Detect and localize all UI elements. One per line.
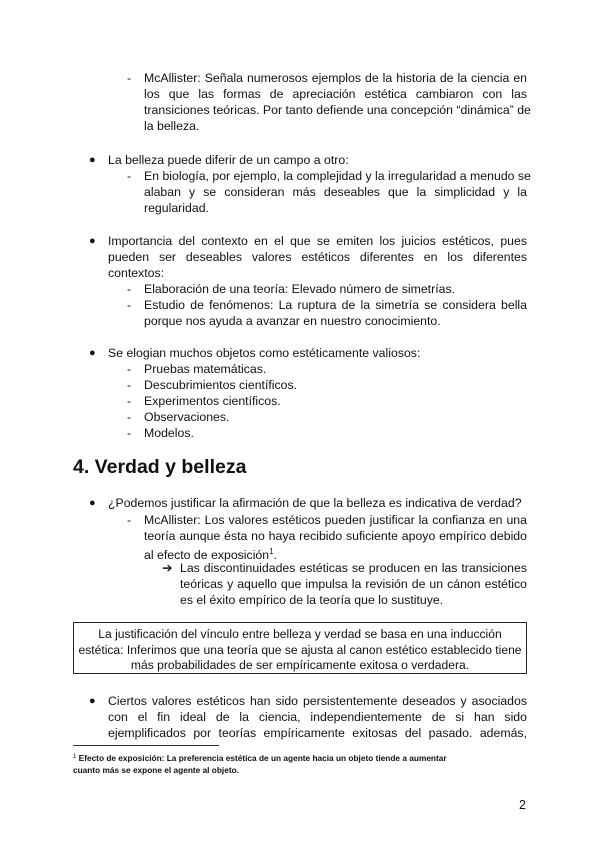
dash-marker: - [127,410,132,424]
text-line: transiciones teóricas. Por tanto defiende una concepción “dinámica” de [144,103,531,117]
text-line: estética: Inferimos que una teoría que se ajusta al canon estético establecido tiene [78,642,522,657]
text-segment: . [273,548,277,563]
section-heading: 4. Verdad y belleza [73,456,247,478]
text-line: teoría aunque ésta no haya recibido suficiente apoyo empírico debido [144,529,527,543]
bullet-marker: ● [89,695,96,707]
dash-marker: - [127,169,132,183]
text-line: La justificación del vínculo entre belleza y verdad se basa en una inducción [98,627,502,641]
text-line: más probabilidades de ser empíricamente exitosa o verdadera. [130,658,470,672]
footnote-text: La preferencia estética de un agente hacia un objeto tiende a aumentar [166,753,447,763]
text-line: Importancia del contexto en el que se emiten los juicios estéticos, pues [108,234,527,248]
dash-marker: - [127,71,132,85]
mcallister-dynamic-paragraph [144,70,531,134]
text-line: es el éxito empírico de la teoría que lo sustituye. [180,593,444,607]
text-line: con el fin ideal de la ciencia, independientemente de si han sido [108,710,527,724]
list-item: Observaciones. [144,410,230,424]
objetos-bullet-text: Se elogian muchos objetos como estéticamente valiosos: [108,346,421,360]
footnote-divider [73,745,219,746]
footnote-ref: 1 [269,547,274,556]
text-line: Ciertos valores estéticos han sido persistentemente deseados y asociados [108,694,527,708]
bullet-marker: ● [89,235,96,247]
text-line: regularidad. [144,201,209,215]
dash-marker: - [127,394,132,408]
text-line: contextos: [108,266,165,280]
arrow-right-icon: ➔ [162,561,173,575]
footnote-line [73,751,543,764]
dash-marker: - [127,378,132,392]
text-line: teóricas y aquello que impulsa la revisión de un cánon estético [180,577,527,591]
bullet-marker: ● [89,497,96,509]
text-line: alaban y se consideran más deseables que la simplicidad y la [144,185,527,199]
page-number: 2 [519,798,526,812]
list-item: Experimentos científicos. [144,394,281,408]
text-line: McAllister: Señala numerosos ejemplos de la historia de la ciencia en [144,71,527,85]
text-line: los que las formas de apreciación estética cambiaron con las [144,87,527,101]
footnote-label: Efecto de exposición: [78,753,165,763]
footnote-marker: 1 [73,754,77,760]
contexto-paragraph [108,233,527,281]
dash-marker: - [127,426,132,440]
biologia-paragraph [144,168,531,216]
text-line: McAllister: Los valores estéticos pueden justificar la confianza en una [144,513,527,527]
dash-marker: - [127,282,132,296]
campo-bullet-text: La belleza puede diferir de un campo a otro: [108,153,349,167]
text-line: ejemplificados por teorías empíricamente exitosas del pasado. además, [108,726,527,740]
footnote [73,751,543,776]
text-line: Las discontinuidades estéticas se producen en las transiciones [180,561,527,575]
mcallister-exposure-paragraph [144,512,527,563]
list-item: Pruebas matemáticas. [144,362,267,376]
elaboracion-item: Elaboración de una teoría: Elevado número de simetrías. [144,282,456,296]
estudio-fenomenos-item [144,297,527,329]
bullet-marker: ● [89,154,96,166]
bullet-marker: ● [89,347,96,359]
text-line: Estudio de fenómenos: La ruptura de la simetría se considera bella [144,298,527,312]
list-item: Modelos. [144,426,194,440]
text-segment: al efecto de exposición [144,548,270,563]
dash-marker: - [127,362,132,376]
footnote-line: cuanto más se expone el agente al objeto. [73,765,239,775]
discontinuidades-paragraph [180,560,527,608]
list-item: Descubrimientos científicos. [144,378,298,392]
dash-marker: - [127,513,132,527]
boxed-statement [73,622,527,674]
text-line: En biología, por ejemplo, la complejidad y la irregularidad a menudo se [144,169,531,183]
text-line: porque nos ayuda a avanzar en nuestro conocimiento. [144,314,441,328]
text-line: la belleza. [144,119,200,133]
dash-marker: - [127,298,132,312]
valores-paragraph [108,693,527,741]
question-text: ¿Podemos justificar la afirmación de que la belleza es indicativa de verdad? [108,496,522,510]
text-line: pueden ser deseables valores estéticos diferentes en los diferentes [108,250,527,264]
